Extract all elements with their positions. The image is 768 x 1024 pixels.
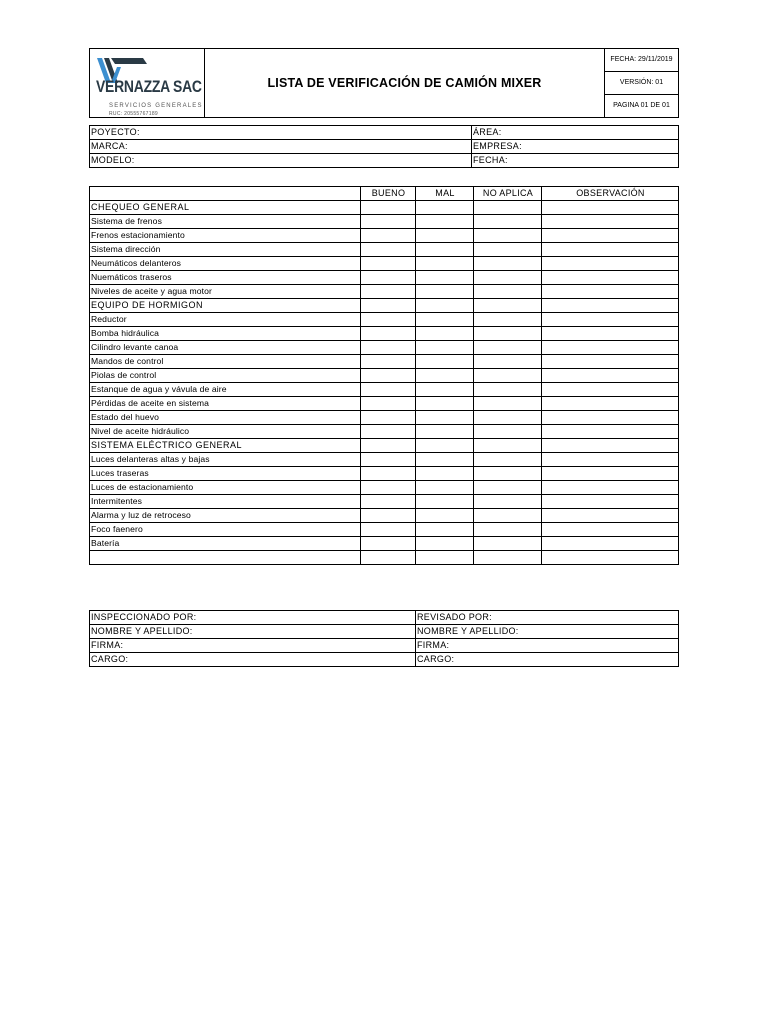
no-aplica-cell[interactable] (474, 285, 542, 299)
no-aplica-cell[interactable] (474, 369, 542, 383)
mal-cell[interactable] (416, 383, 474, 397)
mal-cell[interactable] (416, 313, 474, 327)
bueno-cell[interactable] (361, 495, 416, 509)
no-aplica-cell[interactable] (474, 243, 542, 257)
no-aplica-cell[interactable] (474, 355, 542, 369)
cargo-right-field[interactable]: CARGO: (416, 653, 679, 667)
firma-left-field[interactable]: FIRMA: (90, 639, 416, 653)
checklist-row (90, 383, 679, 397)
checklist-row (90, 425, 679, 439)
bueno-cell[interactable] (361, 355, 416, 369)
observacion-cell[interactable] (542, 467, 679, 481)
mal-cell[interactable] (416, 327, 474, 341)
no-aplica-cell[interactable] (474, 299, 542, 313)
bueno-cell[interactable] (361, 397, 416, 411)
bueno-cell[interactable] (361, 313, 416, 327)
mal-cell[interactable] (416, 509, 474, 523)
mal-cell[interactable] (416, 425, 474, 439)
logo-brand: VERNAZZA SAC (96, 76, 202, 96)
mal-cell[interactable] (416, 243, 474, 257)
no-aplica-cell[interactable] (474, 425, 542, 439)
observacion-cell[interactable] (542, 453, 679, 467)
no-aplica-cell[interactable] (474, 215, 542, 229)
checklist-table (89, 186, 679, 565)
item-label: Batería (90, 537, 361, 551)
modelo-field[interactable]: MODELO: (90, 154, 472, 168)
item-label: Intermitentes (90, 495, 361, 509)
observacion-cell[interactable] (542, 285, 679, 299)
proyecto-field[interactable]: POYECTO: (90, 126, 472, 140)
checklist-row (90, 229, 679, 243)
bueno-cell[interactable] (361, 243, 416, 257)
checklist-row (90, 537, 679, 551)
checklist-row (90, 257, 679, 271)
checklist-row (90, 453, 679, 467)
marca-field[interactable]: MARCA: (90, 140, 472, 154)
observacion-cell[interactable] (542, 257, 679, 271)
checklist-row (90, 355, 679, 369)
observacion-cell[interactable] (542, 341, 679, 355)
observacion-cell[interactable] (542, 509, 679, 523)
observacion-cell[interactable] (542, 369, 679, 383)
firma-right-field[interactable]: FIRMA: (416, 639, 679, 653)
empresa-field[interactable]: EMPRESA: (472, 140, 679, 154)
no-aplica-cell[interactable] (474, 201, 542, 215)
mal-cell[interactable] (416, 355, 474, 369)
nombre-left-field[interactable]: NOMBRE Y APELLIDO: (90, 625, 416, 639)
mal-cell[interactable] (416, 369, 474, 383)
checklist-row (90, 215, 679, 229)
observacion-cell[interactable] (542, 397, 679, 411)
bueno-cell[interactable] (361, 551, 416, 565)
checklist-row (90, 481, 679, 495)
checklist-row (90, 369, 679, 383)
checklist-row (90, 467, 679, 481)
no-aplica-cell[interactable] (474, 313, 542, 327)
header-pagina: PAGINA 01 DE 01 (605, 95, 679, 118)
item-label: Luces traseras (90, 467, 361, 481)
item-label (90, 551, 361, 565)
logo-cell (90, 49, 205, 118)
company-logo (90, 50, 204, 117)
mal-cell[interactable] (416, 453, 474, 467)
bueno-cell[interactable] (361, 299, 416, 313)
bueno-cell[interactable] (361, 201, 416, 215)
bueno-cell[interactable] (361, 453, 416, 467)
observacion-cell[interactable] (542, 523, 679, 537)
mal-cell[interactable] (416, 551, 474, 565)
no-aplica-cell[interactable] (474, 523, 542, 537)
checklist-row (90, 341, 679, 355)
mal-cell[interactable] (416, 481, 474, 495)
mal-cell[interactable] (416, 411, 474, 425)
item-label: Luces delanteras altas y bajas (90, 453, 361, 467)
mal-cell[interactable] (416, 257, 474, 271)
no-aplica-cell[interactable] (474, 453, 542, 467)
item-label: Nuemáticos traseros (90, 271, 361, 285)
observacion-cell[interactable] (542, 383, 679, 397)
item-label: Neumáticos delanteros (90, 257, 361, 271)
no-aplica-cell[interactable] (474, 383, 542, 397)
bueno-cell[interactable] (361, 467, 416, 481)
bueno-cell[interactable] (361, 257, 416, 271)
checklist-header-row (90, 187, 679, 201)
bueno-cell[interactable] (361, 327, 416, 341)
bueno-cell[interactable] (361, 229, 416, 243)
checklist-row (90, 271, 679, 285)
observacion-cell[interactable] (542, 243, 679, 257)
no-aplica-cell[interactable] (474, 257, 542, 271)
header-mal: MAL (416, 187, 474, 201)
mal-cell[interactable] (416, 271, 474, 285)
mal-cell[interactable] (416, 537, 474, 551)
header-fecha: FECHA: 29/11/2019 (605, 49, 679, 72)
checklist-row (90, 551, 679, 565)
mal-cell[interactable] (416, 495, 474, 509)
observacion-cell[interactable] (542, 411, 679, 425)
item-label: Alarma y luz de retroceso (90, 509, 361, 523)
item-label: Mandos de control (90, 355, 361, 369)
bueno-cell[interactable] (361, 383, 416, 397)
no-aplica-cell[interactable] (474, 341, 542, 355)
checklist-row (90, 523, 679, 537)
signature-table (89, 610, 679, 667)
observacion-cell[interactable] (542, 229, 679, 243)
bueno-cell[interactable] (361, 439, 416, 453)
mal-cell[interactable] (416, 523, 474, 537)
item-label: Sistema de frenos (90, 215, 361, 229)
item-label: Cilindro levante canoa (90, 341, 361, 355)
bueno-cell[interactable] (361, 481, 416, 495)
area-field[interactable]: ÁREA: (472, 126, 679, 140)
bueno-cell[interactable] (361, 509, 416, 523)
section-label: SISTEMA ELÉCTRICO GENERAL (90, 439, 361, 453)
nombre-right-field[interactable]: NOMBRE Y APELLIDO: (416, 625, 679, 639)
header-version: VERSIÓN: 01 (605, 72, 679, 95)
no-aplica-cell[interactable] (474, 327, 542, 341)
observacion-cell[interactable] (542, 313, 679, 327)
mal-cell[interactable] (416, 215, 474, 229)
observacion-cell[interactable] (542, 537, 679, 551)
item-label: Sistema dirección (90, 243, 361, 257)
no-aplica-cell[interactable] (474, 229, 542, 243)
item-label: Reductor (90, 313, 361, 327)
item-label: Estanque de agua y vávula de aire (90, 383, 361, 397)
inspeccionado-field[interactable]: INSPECCIONADO POR: (90, 611, 416, 625)
header-bueno: BUENO (361, 187, 416, 201)
bueno-cell[interactable] (361, 523, 416, 537)
logo-subtitle: SERVICIOS GENERALES (109, 102, 203, 109)
observacion-cell[interactable] (542, 439, 679, 453)
mal-cell[interactable] (416, 299, 474, 313)
revisado-field[interactable]: REVISADO POR: (416, 611, 679, 625)
no-aplica-cell[interactable] (474, 495, 542, 509)
observacion-cell[interactable] (542, 327, 679, 341)
no-aplica-cell[interactable] (474, 397, 542, 411)
bueno-cell[interactable] (361, 341, 416, 355)
item-label: Foco faenero (90, 523, 361, 537)
section-row (90, 201, 679, 215)
mal-cell[interactable] (416, 467, 474, 481)
observacion-cell[interactable] (542, 495, 679, 509)
section-row (90, 299, 679, 313)
form-header (89, 48, 679, 118)
bueno-cell[interactable] (361, 537, 416, 551)
bueno-cell[interactable] (361, 215, 416, 229)
checklist-row (90, 243, 679, 257)
item-label: Bomba hidráulica (90, 327, 361, 341)
mal-cell[interactable] (416, 341, 474, 355)
item-label: Niveles de aceite y agua motor (90, 285, 361, 299)
observacion-cell[interactable] (542, 355, 679, 369)
no-aplica-cell[interactable] (474, 509, 542, 523)
checklist-row (90, 327, 679, 341)
section-label: CHEQUEO GENERAL (90, 201, 361, 215)
no-aplica-cell[interactable] (474, 271, 542, 285)
observacion-cell[interactable] (542, 425, 679, 439)
checklist-row (90, 411, 679, 425)
cargo-left-field[interactable]: CARGO: (90, 653, 416, 667)
no-aplica-cell[interactable] (474, 467, 542, 481)
observacion-cell[interactable] (542, 481, 679, 495)
mal-cell[interactable] (416, 201, 474, 215)
checklist-row (90, 495, 679, 509)
bueno-cell[interactable] (361, 271, 416, 285)
checklist-row (90, 313, 679, 327)
item-label: Estado del huevo (90, 411, 361, 425)
no-aplica-cell[interactable] (474, 537, 542, 551)
no-aplica-cell[interactable] (474, 551, 542, 565)
section-label: EQUIPO DE HORMIGON (90, 299, 361, 313)
logo-ruc: RUC: 20555767189 (109, 110, 158, 117)
section-row (90, 439, 679, 453)
item-label: Luces de estacionamiento (90, 481, 361, 495)
observacion-cell[interactable] (542, 201, 679, 215)
no-aplica-cell[interactable] (474, 411, 542, 425)
item-label: Piolas de control (90, 369, 361, 383)
observacion-cell[interactable] (542, 271, 679, 285)
bueno-cell[interactable] (361, 285, 416, 299)
observacion-cell[interactable] (542, 551, 679, 565)
fecha-field[interactable]: FECHA: (472, 154, 679, 168)
header-observacion: OBSERVACIÓN (542, 187, 679, 201)
no-aplica-cell[interactable] (474, 439, 542, 453)
mal-cell[interactable] (416, 285, 474, 299)
bueno-cell[interactable] (361, 369, 416, 383)
item-label: Nivel de aceite hidráulico (90, 425, 361, 439)
no-aplica-cell[interactable] (474, 481, 542, 495)
header-item (90, 187, 361, 201)
bueno-cell[interactable] (361, 411, 416, 425)
mal-cell[interactable] (416, 439, 474, 453)
mal-cell[interactable] (416, 229, 474, 243)
document-title: LISTA DE VERIFICACIÓN DE CAMIÓN MIXER (205, 49, 605, 118)
mal-cell[interactable] (416, 397, 474, 411)
checklist-row (90, 397, 679, 411)
info-table (89, 125, 679, 168)
item-label: Pérdidas de aceite en sistema (90, 397, 361, 411)
observacion-cell[interactable] (542, 215, 679, 229)
checklist-row (90, 509, 679, 523)
header-no-aplica: NO APLICA (474, 187, 542, 201)
bueno-cell[interactable] (361, 425, 416, 439)
checklist-row (90, 285, 679, 299)
item-label: Frenos estacionamiento (90, 229, 361, 243)
observacion-cell[interactable] (542, 299, 679, 313)
